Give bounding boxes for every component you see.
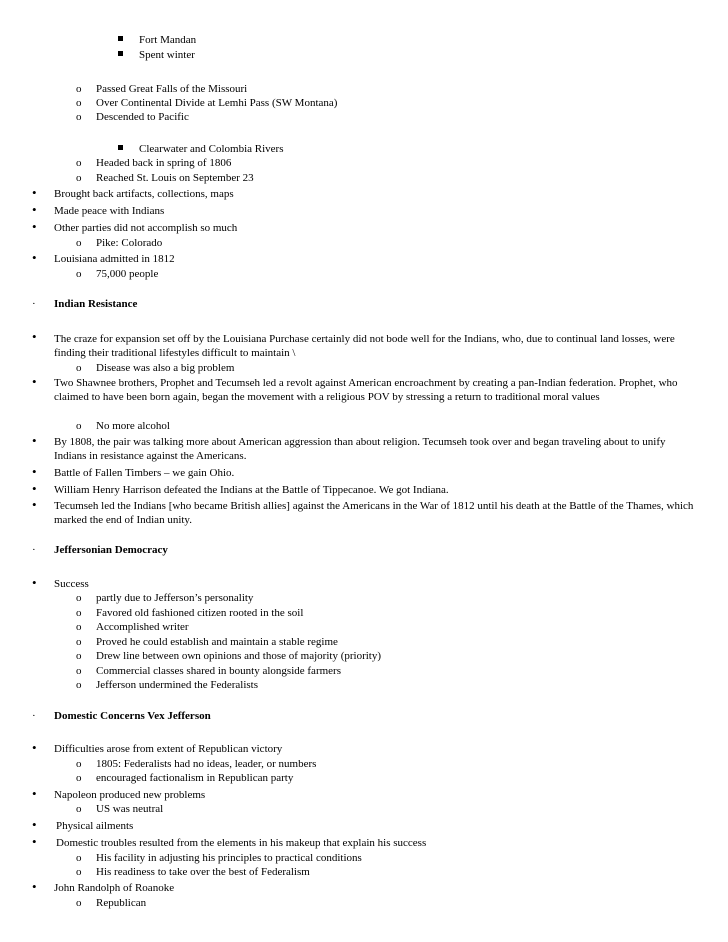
- disc-bullet-icon: •: [32, 185, 37, 200]
- circle-bullet-icon: o: [76, 803, 82, 815]
- list-item: encouraged factionalism in Republican party: [96, 772, 294, 784]
- circle-bullet-icon: o: [76, 362, 82, 374]
- disc-bullet-icon: •: [32, 481, 37, 496]
- list-item: Disease was also a big problem: [96, 362, 235, 374]
- list-item: Brought back artifacts, collections, maps: [54, 188, 234, 200]
- paragraph: By 1808, the pair was talking more about American aggression than about religion. Tecumseh took over and began traveling about to unify Indians in resistance against the Americans.: [54, 436, 666, 462]
- list-item: Reached St. Louis on September 23: [96, 172, 254, 184]
- list-item: William Henry Harrison defeated the Indians at the Battle of Tippecanoe. We got Indiana.: [54, 484, 449, 496]
- section-heading: Domestic Concerns Vex Jefferson: [54, 710, 211, 722]
- list-item: Headed back in spring of 1806: [96, 157, 232, 169]
- list-item: Fort Mandan: [139, 34, 197, 46]
- disc-bullet-icon: •: [32, 329, 37, 344]
- list-item: Spent winter: [139, 49, 195, 61]
- section-heading: Jeffersonian Democracy: [54, 544, 168, 556]
- list-item: Napoleon produced new problems: [54, 789, 206, 801]
- circle-bullet-icon: o: [76, 758, 82, 770]
- circle-bullet-icon: o: [76, 592, 82, 604]
- list-item: Proved he could establish and maintain a stable regime: [96, 636, 338, 648]
- list-item: 75,000 people: [96, 268, 159, 280]
- list-item: Physical ailments: [56, 820, 134, 832]
- circle-bullet-icon: o: [76, 237, 82, 249]
- disc-bullet-icon: •: [32, 834, 37, 849]
- list-item: His readiness to take over the best of Federalism: [96, 866, 310, 878]
- list-item: Accomplished writer: [96, 621, 189, 633]
- circle-bullet-icon: o: [76, 607, 82, 619]
- circle-bullet-icon: o: [76, 268, 82, 280]
- list-item: Pike: Colorado: [96, 237, 163, 249]
- small-bullet-icon: ·: [32, 544, 36, 556]
- list-item: partly due to Jefferson’s personality: [96, 592, 254, 604]
- circle-bullet-icon: o: [76, 897, 82, 909]
- circle-bullet-icon: o: [76, 111, 82, 123]
- circle-bullet-icon: o: [76, 420, 82, 432]
- circle-bullet-icon: o: [76, 621, 82, 633]
- circle-bullet-icon: o: [76, 636, 82, 648]
- list-item: Other parties did not accomplish so much: [54, 222, 238, 234]
- list-item: Success: [54, 578, 89, 590]
- list-item: 1805: Federalists had no ideas, leader, or numbers: [96, 758, 317, 770]
- disc-bullet-icon: •: [32, 250, 37, 265]
- circle-bullet-icon: o: [76, 650, 82, 662]
- circle-bullet-icon: o: [76, 679, 82, 691]
- list-item: Battle of Fallen Timbers – we gain Ohio.: [54, 467, 235, 479]
- circle-bullet-icon: o: [76, 852, 82, 864]
- square-bullet-icon: [118, 33, 123, 47]
- list-item: Passed Great Falls of the Missouri: [96, 83, 248, 95]
- square-bullet-icon: [118, 48, 123, 62]
- list-item: Drew line between own opinions and those of majority (priority): [96, 650, 382, 662]
- list-item: Made peace with Indians: [54, 205, 165, 217]
- disc-bullet-icon: •: [32, 464, 37, 479]
- paragraph: Tecumseh led the Indians [who became British allies] against the Americans in the War of 1812 until his death at the Battle of the Thames, which marked the end of Indian unity.: [54, 500, 694, 526]
- list-item: No more alcohol: [96, 420, 170, 432]
- circle-bullet-icon: o: [76, 83, 82, 95]
- section-heading: Indian Resistance: [54, 298, 138, 310]
- list-item: Louisiana admitted in 1812: [54, 253, 175, 265]
- list-item: Domestic troubles resulted from the elements in his makeup that explain his success: [56, 837, 427, 849]
- disc-bullet-icon: •: [32, 817, 37, 832]
- circle-bullet-icon: o: [76, 172, 82, 184]
- list-item: Over Continental Divide at Lemhi Pass (SW Montana): [96, 97, 338, 109]
- disc-bullet-icon: •: [32, 740, 37, 755]
- paragraph: The craze for expansion set off by the Louisiana Purchase certainly did not bode well for the Indians, who, due to continual land losses, were finding their traditional lifestyles difficult to maintain \: [54, 333, 675, 359]
- disc-bullet-icon: •: [32, 433, 37, 448]
- circle-bullet-icon: o: [76, 97, 82, 109]
- list-item: Descended to Pacific: [96, 111, 189, 123]
- circle-bullet-icon: o: [76, 866, 82, 878]
- list-item: John Randolph of Roanoke: [54, 882, 175, 894]
- disc-bullet-icon: •: [32, 374, 37, 389]
- circle-bullet-icon: o: [76, 772, 82, 784]
- small-bullet-icon: ·: [32, 298, 36, 310]
- list-item: Jefferson undermined the Federalists: [96, 679, 259, 691]
- list-item: US was neutral: [96, 803, 164, 815]
- disc-bullet-icon: •: [32, 786, 37, 801]
- disc-bullet-icon: •: [32, 219, 37, 234]
- disc-bullet-icon: •: [32, 575, 37, 590]
- square-bullet-icon: [118, 142, 123, 156]
- paragraph: Two Shawnee brothers, Prophet and Tecumseh led a revolt against American encroachment by creating a pan-Indian federation. Prophet, who claimed to have been born again, began the movement with a religious POV by stressing a return to traditional moral values: [54, 377, 678, 403]
- list-item: Commercial classes shared in bounty alongside farmers: [96, 665, 341, 677]
- disc-bullet-icon: •: [32, 497, 37, 512]
- list-item: Clearwater and Colombia Rivers: [139, 143, 284, 155]
- list-item: Difficulties arose from extent of Republican victory: [54, 743, 283, 755]
- circle-bullet-icon: o: [76, 157, 82, 169]
- small-bullet-icon: ·: [32, 710, 36, 722]
- list-item: Republican: [96, 897, 147, 909]
- list-item: Favored old fashioned citizen rooted in the soil: [96, 607, 304, 619]
- circle-bullet-icon: o: [76, 665, 82, 677]
- list-item: His facility in adjusting his principles to practical conditions: [96, 852, 362, 864]
- disc-bullet-icon: •: [32, 879, 37, 894]
- disc-bullet-icon: •: [32, 202, 37, 217]
